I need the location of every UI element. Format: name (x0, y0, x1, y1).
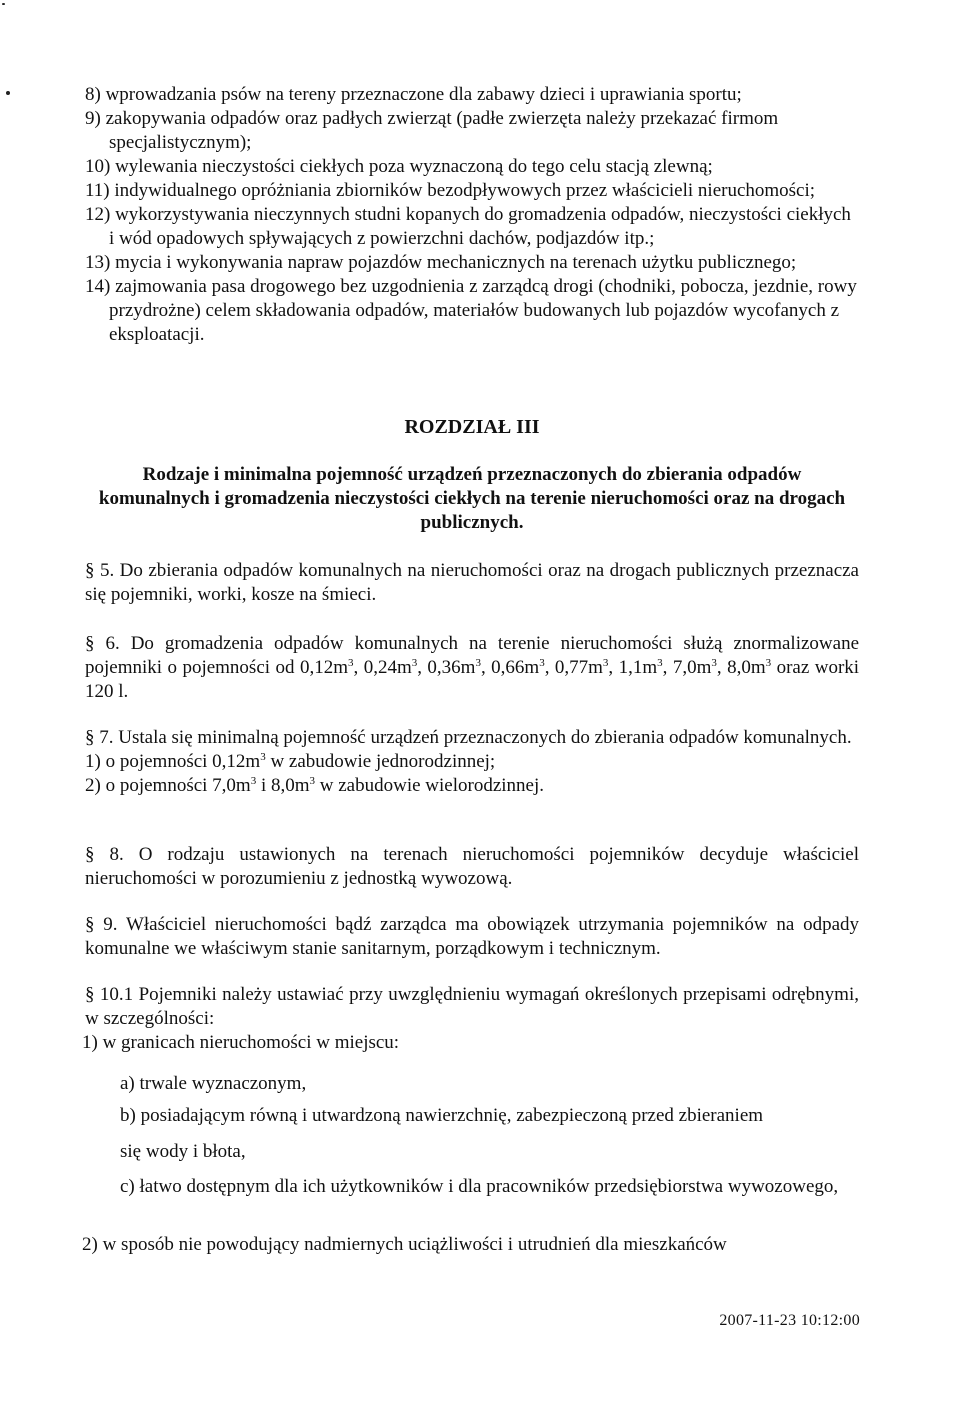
scan-speck (6, 91, 10, 95)
chapter-title: ROZDZIAŁ III (404, 416, 540, 438)
section-5 (85, 559, 859, 607)
section-7-item-1: 1) o pojemności $0,12m^3$ w zabudowie jednorodzinnej; (85, 751, 496, 772)
list-item: 10) wylewania nieczystości ciekłych poza wyznaczoną do tego celu stacją zlewną; (85, 156, 713, 177)
list-item: 13) mycia i wykonywania napraw pojazdów mechanicznych na terenach użytku publicznego; (85, 252, 797, 273)
list-item: 11) indywidualnego opróżniania zbiorników bezodpływowych przez właścicieli nieruchomości; (85, 180, 816, 201)
section-10-point-2: 2) w sposób nie powodujący nadmiernych uciążliwości i utrudnień dla mieszkańców (82, 1234, 727, 1255)
list-item: 8) wprowadzania psów na tereny przeznaczone dla zabawy dzieci i uprawiania sportu; (85, 84, 742, 105)
list-item: 12) wykorzystywania nieczynnych studni kopanych do gromadzenia odpadów, nieczystości ciekłych i wód opadowych spływających z powierzchni dachów, podjazdów itp.; (85, 204, 851, 249)
section-7-text: § 7. Ustala się minimalną pojemność urządzeń przeznaczonych do zbierania odpadów komunalnych. (85, 727, 852, 748)
section-6 (85, 632, 859, 704)
section-9 (85, 913, 859, 961)
section-5-text: § 5. Do zbierania odpadów komunalnych na nieruchomości oraz na drogach publicznych przeznacza się pojemniki, worki, kosze na śmieci. (85, 560, 859, 605)
section-10-item-a: a) trwale wyznaczonym, (120, 1073, 307, 1094)
chapter-subtitle: Rodzaje i minimalna pojemność urządzeń przeznaczonych do zbierania odpadów komunalnych i gromadzenia nieczystości ciekłych na terenie nieruchomości oraz na drogach publicznych. (98, 464, 846, 533)
prohibitions-list (85, 83, 859, 347)
list-item: 9) zakopywania odpadów oraz padłych zwierząt (padłe zwierzęta należy przekazać firmom specjalistycznym); (85, 108, 779, 153)
list-item: 14) zajmowania pasa drogowego bez uzgodnienia z zarządcą drogi (chodniki, pobocza, jezdnie, rowy przydrożne) celem składowania odpadów, materiałów budowanych lub pojazdów wycofanych z eksploatacji. (85, 276, 857, 345)
section-10-item-b-line1: b) posiadającym równą i utwardzoną nawierzchnię, zabezpieczoną przed zbieraniem (120, 1105, 764, 1126)
print-timestamp: 2007-11-23 10:12:00 (719, 1312, 860, 1329)
section-10-item-b-line2: się wody i błota, (120, 1141, 246, 1162)
section-7 (85, 726, 859, 798)
section-9-text: § 9. Właściciel nieruchomości bądź zarządca ma obowiązek utrzymania pojemników na odpady komunalne we właściwym stanie sanitarnym, porządkowym i technicznym. (85, 914, 859, 959)
section-7-item-2: 2) o pojemności $7,0m^3$ i $8,0m^3$ w zabudowie wielorodzinnej. (85, 775, 544, 796)
section-8 (85, 843, 859, 891)
section-8-text: § 8. O rodzaju ustawionych na terenach nieruchomości pojemników decyduje właściciel nieruchomości w porozumieniu z jednostką wywozową. (85, 844, 859, 889)
scan-speck (2, 3, 5, 5)
section-10 (82, 983, 859, 1055)
section-10-point-1: 1) w granicach nieruchomości w miejscu: (82, 1032, 400, 1053)
section-10-item-c: c) łatwo dostępnym dla ich użytkowników i dla pracowników przedsiębiorstwa wywozowego, (120, 1176, 839, 1197)
section-10-intro: § 10.1 Pojemniki należy ustawiać przy uwzględnieniu wymagań określonych przepisami odrębnymi, w szczególności: (85, 984, 859, 1029)
section-6-text: § 6. Do gromadzenia odpadów komunalnych na terenie nieruchomości służą znormalizowane pojemniki o pojemności od $0,12m^3$, $0,24m^3$, $0,36m^3$, $0,66m^3$, $0,77m^3$, $1,1m^3$, $7,0m^3$, $8,0m^3$ oraz worki 120 l. (85, 633, 860, 702)
